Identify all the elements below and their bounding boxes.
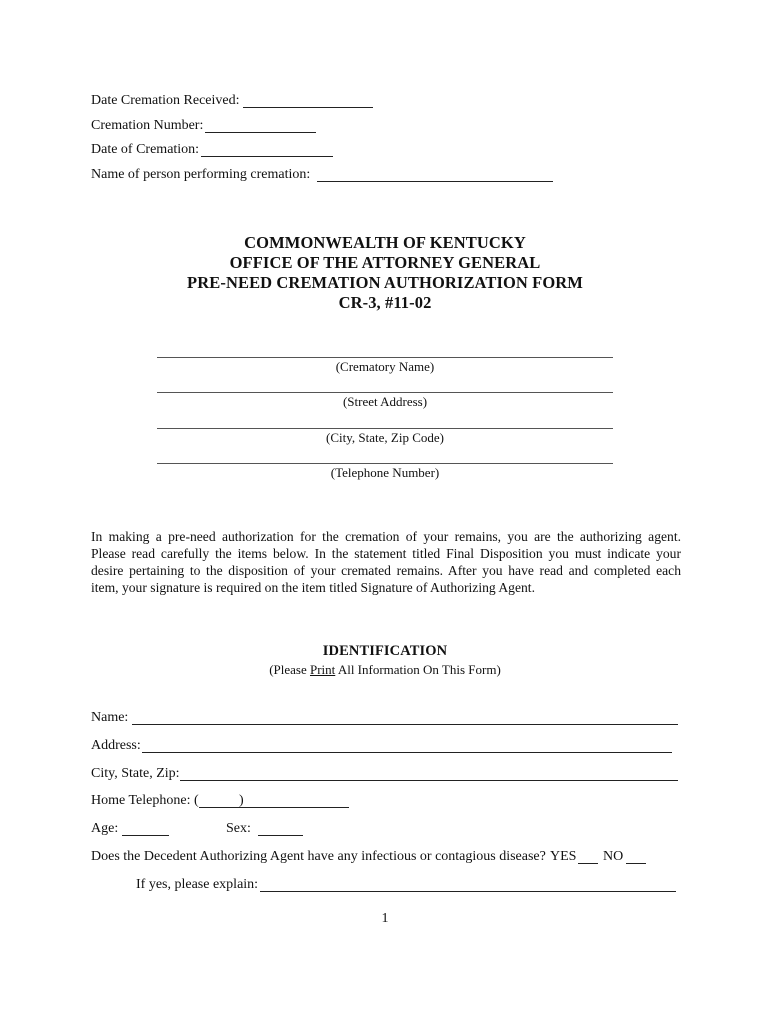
crematory-name-line[interactable] <box>157 357 613 358</box>
age-label: Age: <box>91 821 119 836</box>
sex-input[interactable] <box>258 835 303 836</box>
no-input[interactable] <box>626 863 646 864</box>
address-input[interactable] <box>142 752 672 753</box>
name-label: Name: <box>91 710 129 725</box>
street-address-line[interactable] <box>157 392 613 393</box>
name-input[interactable] <box>132 724 678 725</box>
identification-heading: IDENTIFICATION <box>322 643 448 659</box>
yes-input[interactable] <box>578 863 598 864</box>
cremation-number-input[interactable] <box>205 132 316 133</box>
subheading-suffix: All Information On This Form) <box>335 662 501 677</box>
yes-label: YES <box>550 849 577 864</box>
intro-line: item, your signature is required on the item titled Signature of Authorizing Agent. <box>91 580 535 595</box>
explain-label: If yes, please explain: <box>136 877 259 892</box>
intro-line: desire pertaining to the disposition of your cremated remains. After you have read and completed each <box>91 563 681 578</box>
intro-line: In making a pre-need authorization for the cremation of your remains, you are the authorizing agent. <box>91 529 681 544</box>
street-address-caption: (Street Address) <box>342 394 428 409</box>
telephone-caption: (Telephone Number) <box>330 465 440 480</box>
city-state-zip-caption: (City, State, Zip Code) <box>326 430 444 445</box>
city-label: City, State, Zip: <box>91 766 180 781</box>
subheading-print: Print <box>309 662 336 677</box>
address-label: Address: <box>91 738 141 753</box>
date-of-cremation-input[interactable] <box>201 156 333 157</box>
telephone-line[interactable] <box>157 463 613 464</box>
page-number: 1 <box>381 911 389 926</box>
home-telephone-label: Home Telephone: ( <box>91 793 199 808</box>
identification-subheading <box>0 662 770 678</box>
disease-question: Does the Decedent Authorizing Agent have any infectious or contagious disease? <box>91 849 546 864</box>
date-of-cremation-label: Date of Cremation: <box>91 142 200 157</box>
crematory-name-caption: (Crematory Name) <box>335 359 435 374</box>
city-state-zip-line[interactable] <box>157 428 613 429</box>
city-input[interactable] <box>180 780 678 781</box>
no-label: NO <box>603 849 624 864</box>
title-line-4: CR-3, #11-02 <box>338 293 432 312</box>
date-received-input[interactable] <box>243 107 373 108</box>
sex-label: Sex: <box>226 821 251 836</box>
home-telephone-input[interactable] <box>199 807 349 808</box>
date-received-label: Date Cremation Received: <box>91 93 240 108</box>
intro-paragraph <box>91 528 681 596</box>
explain-input[interactable] <box>260 891 676 892</box>
date-received-field <box>91 93 240 109</box>
subheading-prefix: (Please <box>269 662 310 677</box>
title-line-2: OFFICE OF THE ATTORNEY GENERAL <box>229 253 541 272</box>
cremation-number-field <box>91 118 203 134</box>
person-performing-field <box>91 167 310 183</box>
intro-line: Please read carefully the items below. In the statement titled Final Disposition you must indicate your <box>91 546 681 561</box>
cremation-number-label: Cremation Number: <box>91 118 204 133</box>
person-performing-label: Name of person performing cremation: <box>91 167 311 182</box>
title-line-3: PRE-NEED CREMATION AUTHORIZATION FORM <box>187 273 583 292</box>
age-input[interactable] <box>122 835 169 836</box>
home-telephone-close-paren: ) <box>239 793 244 808</box>
person-performing-input[interactable] <box>317 181 553 182</box>
title-line-1: COMMONWEALTH OF KENTUCKY <box>244 233 526 252</box>
date-of-cremation-field <box>91 142 199 158</box>
